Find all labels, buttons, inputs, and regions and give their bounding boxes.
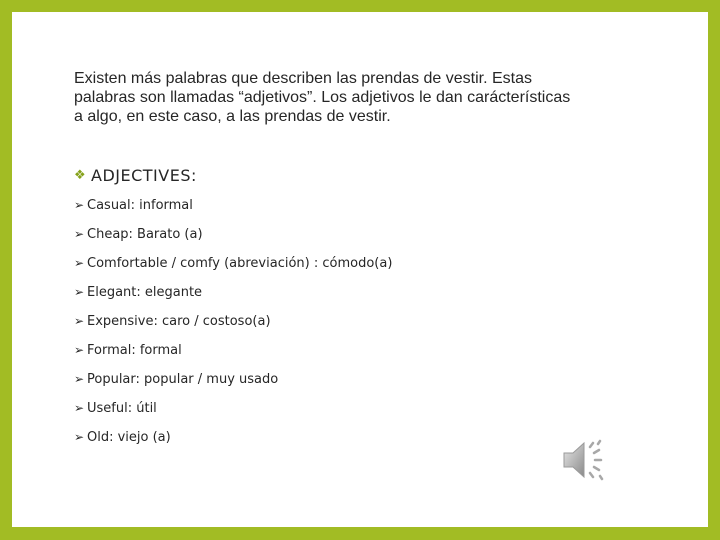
list-item <box>74 256 392 285</box>
intro-line-2: palabras son llamadas “adjetivos”. Los adjetivos le dan carácterísticas <box>74 89 571 106</box>
intro-line-1: Existen más palabras que describen las prendas de vestir. Estas <box>74 70 533 87</box>
arrow-bullet-icon: ➢ <box>74 285 85 299</box>
list-item-text: Expensive: caro / costoso(a) <box>87 314 271 329</box>
intro-line-3: a algo, en este caso, a las prendas de vestir. <box>74 108 391 125</box>
arrow-bullet-icon: ➢ <box>74 198 85 212</box>
adjectives-heading <box>74 166 197 185</box>
diamond-dots-icon: ❖ <box>74 168 87 183</box>
intro-paragraph <box>74 69 674 126</box>
arrow-bullet-icon: ➢ <box>74 314 85 328</box>
adjectives-heading-label: ADJECTIVES: <box>91 166 197 185</box>
list-item-text: Elegant: elegante <box>87 285 203 300</box>
list-item-text: Comfortable / comfy (abreviación) : cómodo(a) <box>87 256 393 271</box>
list-item <box>74 401 392 430</box>
arrow-bullet-icon: ➢ <box>74 401 85 415</box>
arrow-bullet-icon: ➢ <box>74 343 85 357</box>
arrow-bullet-icon: ➢ <box>74 430 85 444</box>
list-item-text: Cheap: Barato (a) <box>87 227 203 242</box>
list-item <box>74 285 392 314</box>
slide <box>12 12 708 527</box>
speaker-audio-icon[interactable] <box>560 438 610 482</box>
list-item-text: Useful: útil <box>87 401 157 416</box>
list-item <box>74 372 392 401</box>
list-item-text: Old: viejo (a) <box>87 430 171 445</box>
list-item-text: Formal: formal <box>87 343 182 358</box>
list-item <box>74 343 392 372</box>
adjectives-list <box>74 198 392 459</box>
list-item-text: Casual: informal <box>87 198 193 213</box>
list-item <box>74 198 392 227</box>
arrow-bullet-icon: ➢ <box>74 227 85 241</box>
list-item-text: Popular: popular / muy usado <box>87 372 279 387</box>
arrow-bullet-icon: ➢ <box>74 256 85 270</box>
list-item <box>74 227 392 256</box>
arrow-bullet-icon: ➢ <box>74 372 85 386</box>
list-item <box>74 430 392 459</box>
list-item <box>74 314 392 343</box>
